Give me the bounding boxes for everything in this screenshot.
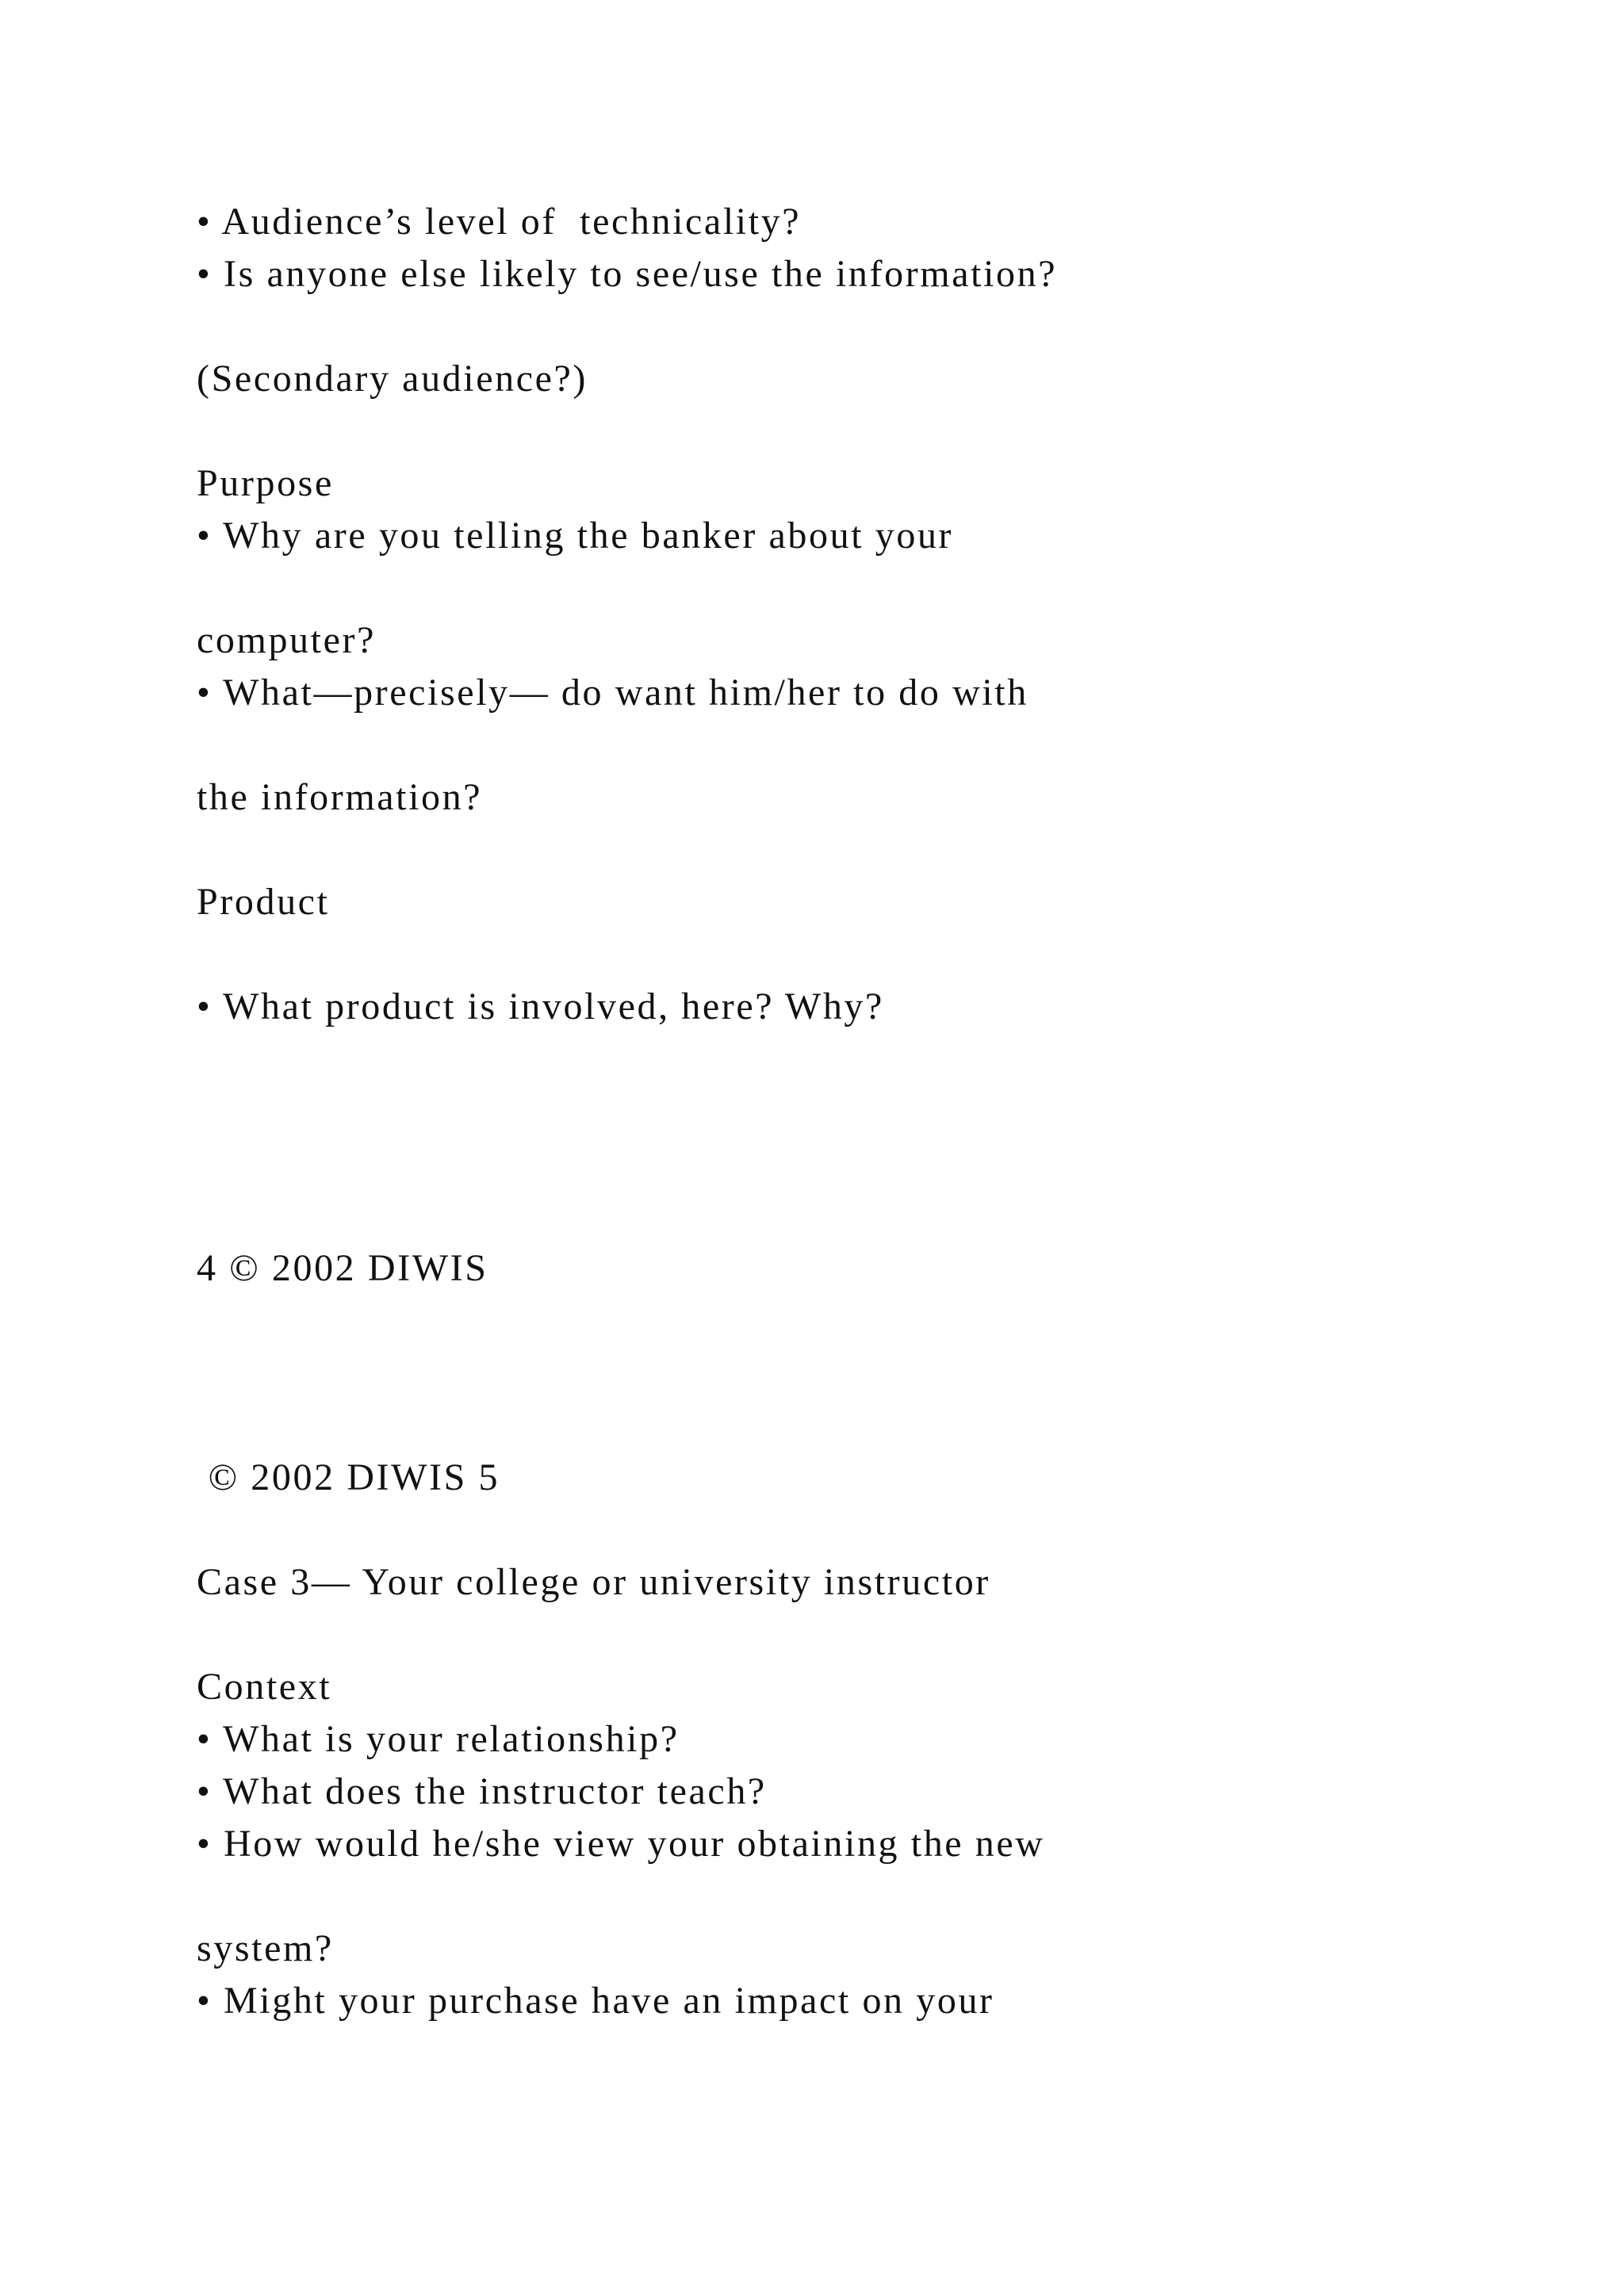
secondary-audience-line: (Secondary audience?)	[197, 358, 588, 400]
heading-product: Product	[197, 881, 330, 923]
page-footer: 4 © 2002 DIWIS	[197, 1247, 488, 1289]
bullet-anyone-else: • Is anyone else likely to see/use the information?	[197, 253, 1058, 295]
bullet-view-new-system: • How would he/she view your obtaining the new	[197, 1823, 1045, 1865]
continuation-computer: computer?	[197, 619, 376, 661]
bullet-audience-technicality: • Audience’s level of technicality?	[197, 201, 802, 243]
bullet-what-precisely: • What—precisely— do want him/her to do with	[197, 672, 1028, 714]
bullet-relationship: • What is your relationship?	[197, 1718, 680, 1760]
case-3-title: Case 3— Your college or university instructor	[197, 1561, 990, 1603]
bullet-why-telling-banker: • Why are you telling the banker about your	[197, 515, 954, 557]
continuation-the-information: the information?	[197, 776, 483, 818]
page-header: © 2002 DIWIS 5	[197, 1456, 500, 1498]
heading-context: Context	[197, 1666, 332, 1708]
heading-purpose: Purpose	[197, 462, 334, 504]
bullet-instructor-teach: • What does the instructor teach?	[197, 1770, 767, 1812]
bullet-what-product: • What product is involved, here? Why?	[197, 985, 884, 1027]
bullet-purchase-impact: • Might your purchase have an impact on your	[197, 1980, 994, 2022]
continuation-system: system?	[197, 1927, 334, 1969]
